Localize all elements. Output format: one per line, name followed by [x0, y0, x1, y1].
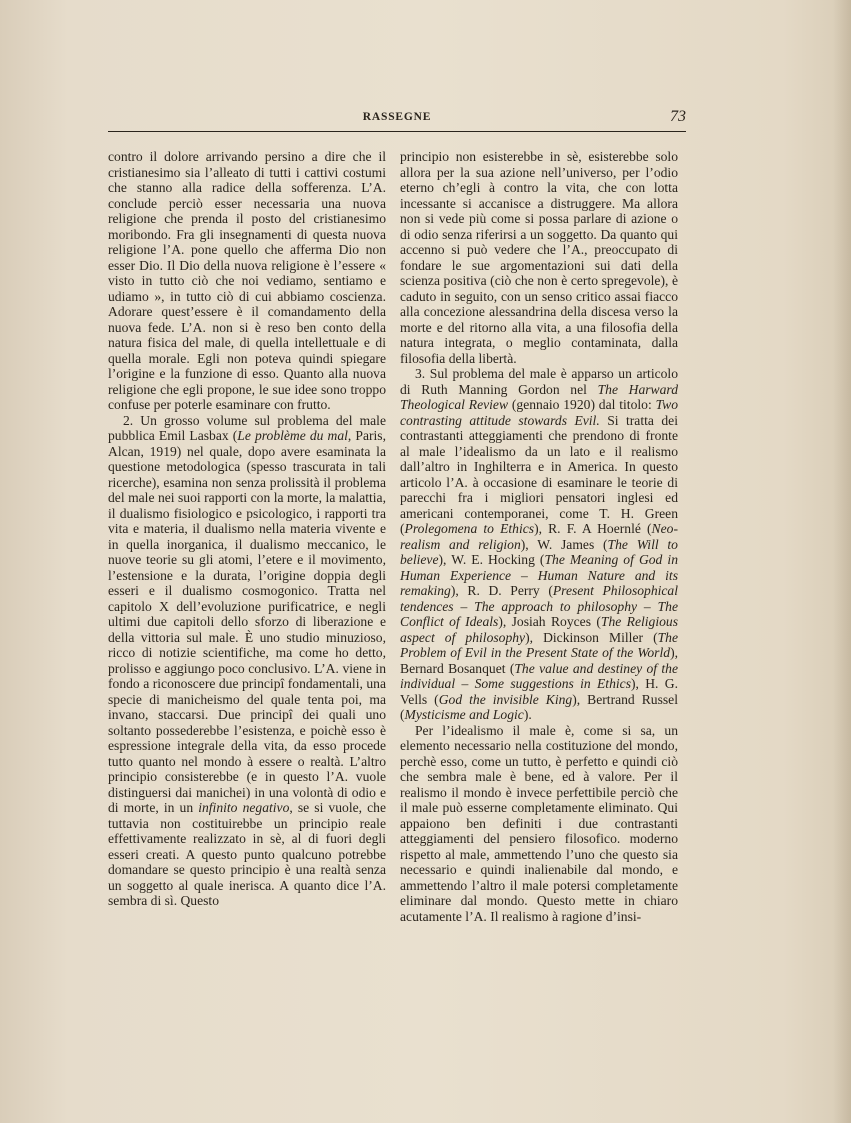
journal-title: The Harward Theological Review: [400, 381, 679, 412]
text-run: 2. Un grosso volume sul problema del male pubblica Emil Lasbax (: [108, 412, 386, 443]
page-header: [108, 108, 686, 130]
paragraph: [400, 366, 678, 723]
work-title: The Religious aspect of philosophy: [400, 614, 678, 645]
paragraph: [108, 413, 386, 909]
text-run: , se si vuole, che tuttavia non costituirebbe un principio reale effettivamente realizzato in sè, al di fuori degli esseri creati. A questo punto qualcuno potrebbe domandare se questo principio è una realtà senza un soggetto al quale inerisca. A quanto dice l’A. sembra di sì. Questo: [108, 800, 386, 908]
text-run: ), Bernard Bosanquet (: [400, 645, 678, 676]
text-run: ), R. F. A Hoernlé (: [534, 521, 652, 536]
text-run: ), Bertrand Russel (: [400, 691, 678, 722]
running-title: RASSEGNE: [362, 111, 432, 123]
text-run: Si tratta dei contrastanti atteggiamenti che prendono di fronte al male l’idealismo da un lato e il realismo dall’altro in Inghilterra e in America. In questo articolo l’A. à occasione di esaminare le teorie di parecchi fra i migliori pensatori inglesi ed americani contemporanei, come T. H. Green (: [400, 412, 678, 536]
text-run: ), H. G. Vells (: [400, 676, 678, 707]
page-number: 73: [670, 108, 686, 125]
work-title: Present Philosophical tendences – The approach to philosophy – The Conflict of Ideals: [400, 583, 679, 629]
work-title: The Will to believe: [400, 536, 678, 567]
book-title: Le problème du mal: [237, 428, 348, 443]
work-title: God the invisible King: [438, 691, 573, 707]
text-run: , Paris, Alcan, 1919) nel quale, dopo avere esaminata la questione metodologica (spesso trascurata in tali ricerche), esamina non senza prolissità il problema del male nei suoi rapporti con la morte, la malattia, il dualismo fisiologico e psicologico, i rapporti tra vita e materia, il dualismo nella materia vivente e in quella inorganica, il dualismo meccanico, le nuove teorie su gli atomi, l’etere e il movimento, l’estensione e la durata, l’origine doppia degli esseri e il dualismo cosmogonico. Tratta nel capitolo X dell’evoluzione purificatrice, e negli ultimi due capitoli dello sforzo di liberazione e della vittoria sul male. È uno studio minuzioso, ricco di notizie scientifiche, ma come ho detto, prolisso e aggiungo poco conclusivo. L’A. viene in fondo a riconoscere due principî fondamentali, una specie di manicheismo del quale tenta poi, ma invano, staccarsi. Due principî dei quali uno soltanto possederebbe l’esistenza, e poichè esso è espressione integrale della vita, da esso procede tutto quanto nel mondo à essere o realtà. L’altro principio consisterebbe (e in questo l’A. vuole distinguersi dai manichei) in una volontà di odio e di morte, in un: [108, 428, 386, 815]
work-title: Neo-realism and religion: [400, 521, 678, 552]
header-rule: [108, 131, 686, 132]
work-title: Prolegomena to Ethics: [404, 521, 535, 536]
text-run: ).: [523, 707, 532, 722]
text-run: 3. Sul problema del male è apparso un articolo di Ruth Manning Gordon nel: [400, 366, 678, 397]
paragraph: principio non esisterebbe in sè, esisterebbe solo allora per la sua azione nell’universo, per l’odio eterno ch’egli à contro la vita, che con lotta incessante si accanisce a distruggere. Ma allora non si vede più come si possa parlare di azione o di odio senza riferirsi a un soggetto. Da quanto qui accenno si può vedere che l’A., preoccupato di fondare le sue argomentazioni sui dati della scienza positiva (ciò che non è certo spregevole), è caduto in seguito, con un senso critico assai fiacco alla concezione alessandrina della discesa verso la morte e del ritorno alla vita, a una filosofia della natura integrata, o meglio contaminata, dalla filosofia della libertà.: [400, 149, 678, 366]
left-column: [108, 149, 386, 909]
text-run: ), Dickinson Miller (: [525, 629, 658, 645]
work-title: The value and destiney of the individual – Some suggestions in Ethics: [400, 660, 678, 691]
work-title: The Problem of Evil in the Present State of the World: [400, 629, 678, 660]
work-title: The Meaning of God in Human Experience – Human Nature and its remaking: [400, 552, 678, 598]
text-run: ), W. E. Hocking (: [438, 552, 545, 567]
right-column: [400, 149, 678, 924]
paragraph: contro il dolore arrivando persino a dire che il cristianesimo sia l’alleato di tutti i cattivi costumi che stanno alla radice della sofferenza. L’A. conclude perciò esser necessaria una nuova religione che prenda il posto del cristianesimo moribondo. Fra gli insegnamenti di questa nuova religione l’A. pone quello che afferma Dio non esser Dio. Il Dio della nuova religione è l’essere « visto in tutto ciò che noi vediamo, sentiamo e udiamo », in tutto ciò di cui abbiamo coscienza. Adorare quest’essere è il comandamento della nuova fede. L’A. non si è reso ben conto della natura fisica del male, di quella intellettuale e di quella morale. Egli non poteva quindi spiegare l’origine e la funzione di esso. Quanto alla nuova religione che egli propone, le sue idee sono troppo confuse per poterle esaminare con frutto.: [108, 149, 386, 412]
italic-term: infinito negativo: [198, 800, 290, 815]
text-run: ), Josiah Royces (: [498, 614, 601, 629]
text-run: ), R. D. Perry (: [450, 583, 553, 598]
text-run: (gennaio 1920) dal titolo:: [508, 397, 656, 412]
page-edge-shadow: [833, 0, 851, 1123]
article-title: Two contrasting attitude stowards Evil.: [400, 397, 678, 428]
paragraph: Per l’idealismo il male è, come si sa, un elemento necessario nella costituzione del mondo, perchè esso, come un tutto, è perfetto e quindi ciò che sembra male è bene, ed à valore. Per il realismo il mondo è invece perfettibile perciò che il male può esserne completamente eliminato. Qui appaiono ben definiti i due contrastanti atteggiamenti del pensiero filosofico. moderno rispetto al male, ammettendo l’uno che questo sia necessario e quindi inalienabile dal mondo, e ammettendo l’altro il male potersi completamente eliminare dal mondo. Questo mette in chiaro acutamente l’A. Il realismo à ragione d’insi-: [400, 722, 678, 924]
work-title: Mysticisme and Logic: [404, 707, 524, 722]
text-run: ), W. James (: [520, 536, 608, 552]
